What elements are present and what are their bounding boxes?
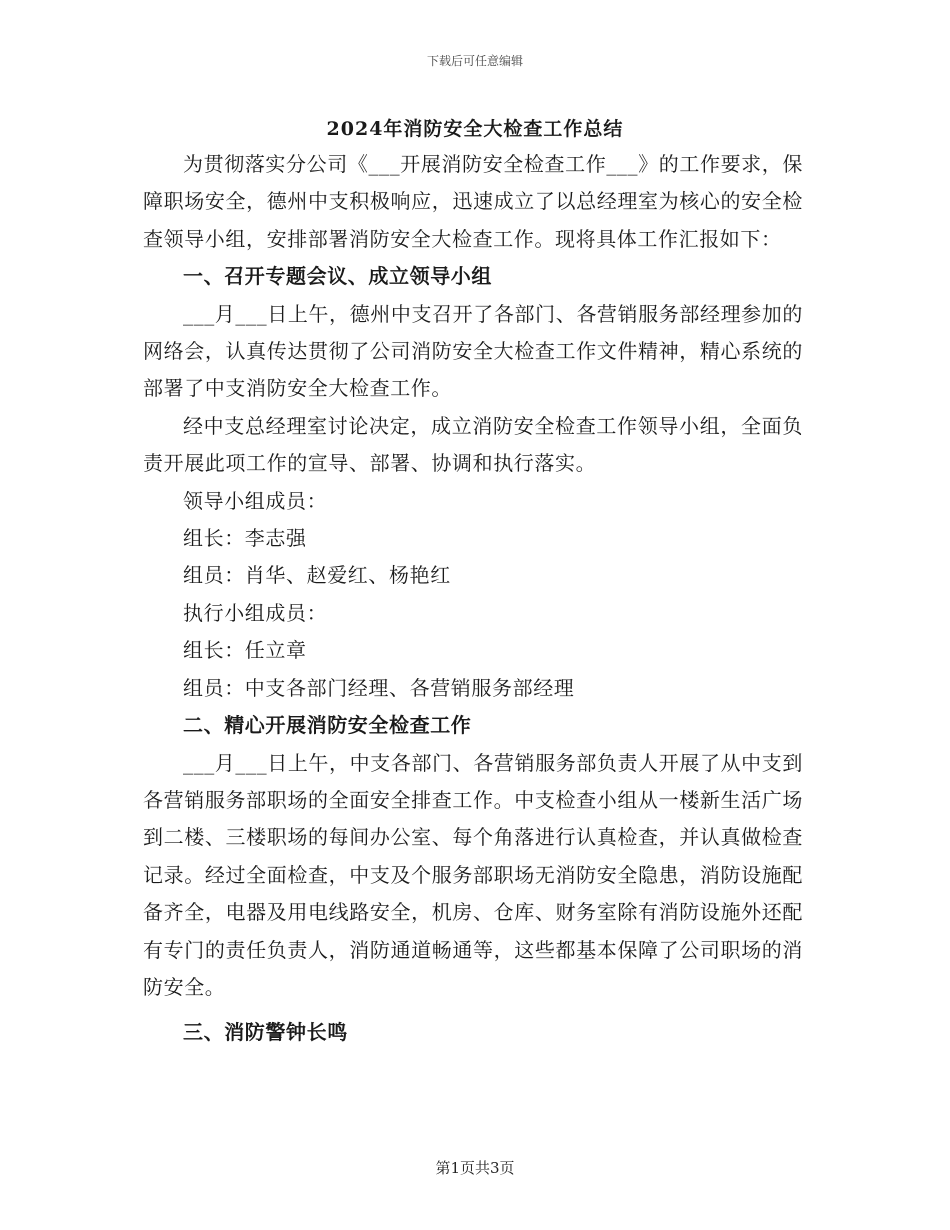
decision-paragraph: 经中支总经理室讨论决定，成立消防安全检查工作领导小组，全面负责开展此项工作的宣导、部署、协调和执行落实。 — [143, 413, 803, 476]
section-heading-2: 二、精心开展消防安全检查工作 — [183, 713, 472, 738]
execution-group-label: 执行小组成员： — [183, 600, 328, 625]
leading-group-leader: 组长：李志强 — [183, 526, 307, 551]
leading-group-members: 组员：肖华、赵爱红、杨艳红 — [183, 563, 451, 588]
leading-group-label: 领导小组成员： — [183, 488, 328, 513]
section-heading-3: 三、消防警钟长鸣 — [183, 1020, 348, 1045]
inspection-paragraph: ___月___日上午，中支各部门、各营销服务部负责人开展了从中支到各营销服务部职场的全面安全排查工作。中支检查小组从一楼新生活广场到二楼、三楼职场的每间办公室、每个角落进行认真检查，并认真做检查记录。经过全面检查，中支及个服务部职场无消防安全隐患，消防设施配备齐全，电器及用电线路安全，机房、仓库、财务室除有消防设施外还配有专门的责任负责人，消防通道畅通等，这些都基本保障了公司职场的消防安全。 — [143, 750, 803, 999]
document-body — [143, 146, 803, 1052]
intro-paragraph: 为贯彻落实分公司《___开展消防安全检查工作___》的工作要求，保障职场安全，德州中支积极响应，迅速成立了以总经理室为核心的安全检查领导小组，安排部署消防安全大检查工作。现将具体工作汇报如下： — [143, 152, 803, 251]
page-footer: 第1页共3页 — [435, 1159, 515, 1177]
meeting-paragraph: ___月___日上午，德州中支召开了各部门、各营销服务部经理参加的网络会，认真传达贯彻了公司消防安全大检查工作文件精神，精心系统的部署了中支消防安全大检查工作。 — [143, 301, 803, 401]
header-note: 下载后可任意编辑 — [426, 54, 523, 68]
document-title: 2024年消防安全大检查工作总结 — [326, 118, 624, 140]
execution-group-leader: 组长：任立章 — [183, 638, 307, 663]
execution-group-members: 组员：中支各部门经理、各营销服务部经理 — [183, 675, 575, 700]
section-heading-1: 一、召开专题会议、成立领导小组 — [183, 264, 492, 289]
